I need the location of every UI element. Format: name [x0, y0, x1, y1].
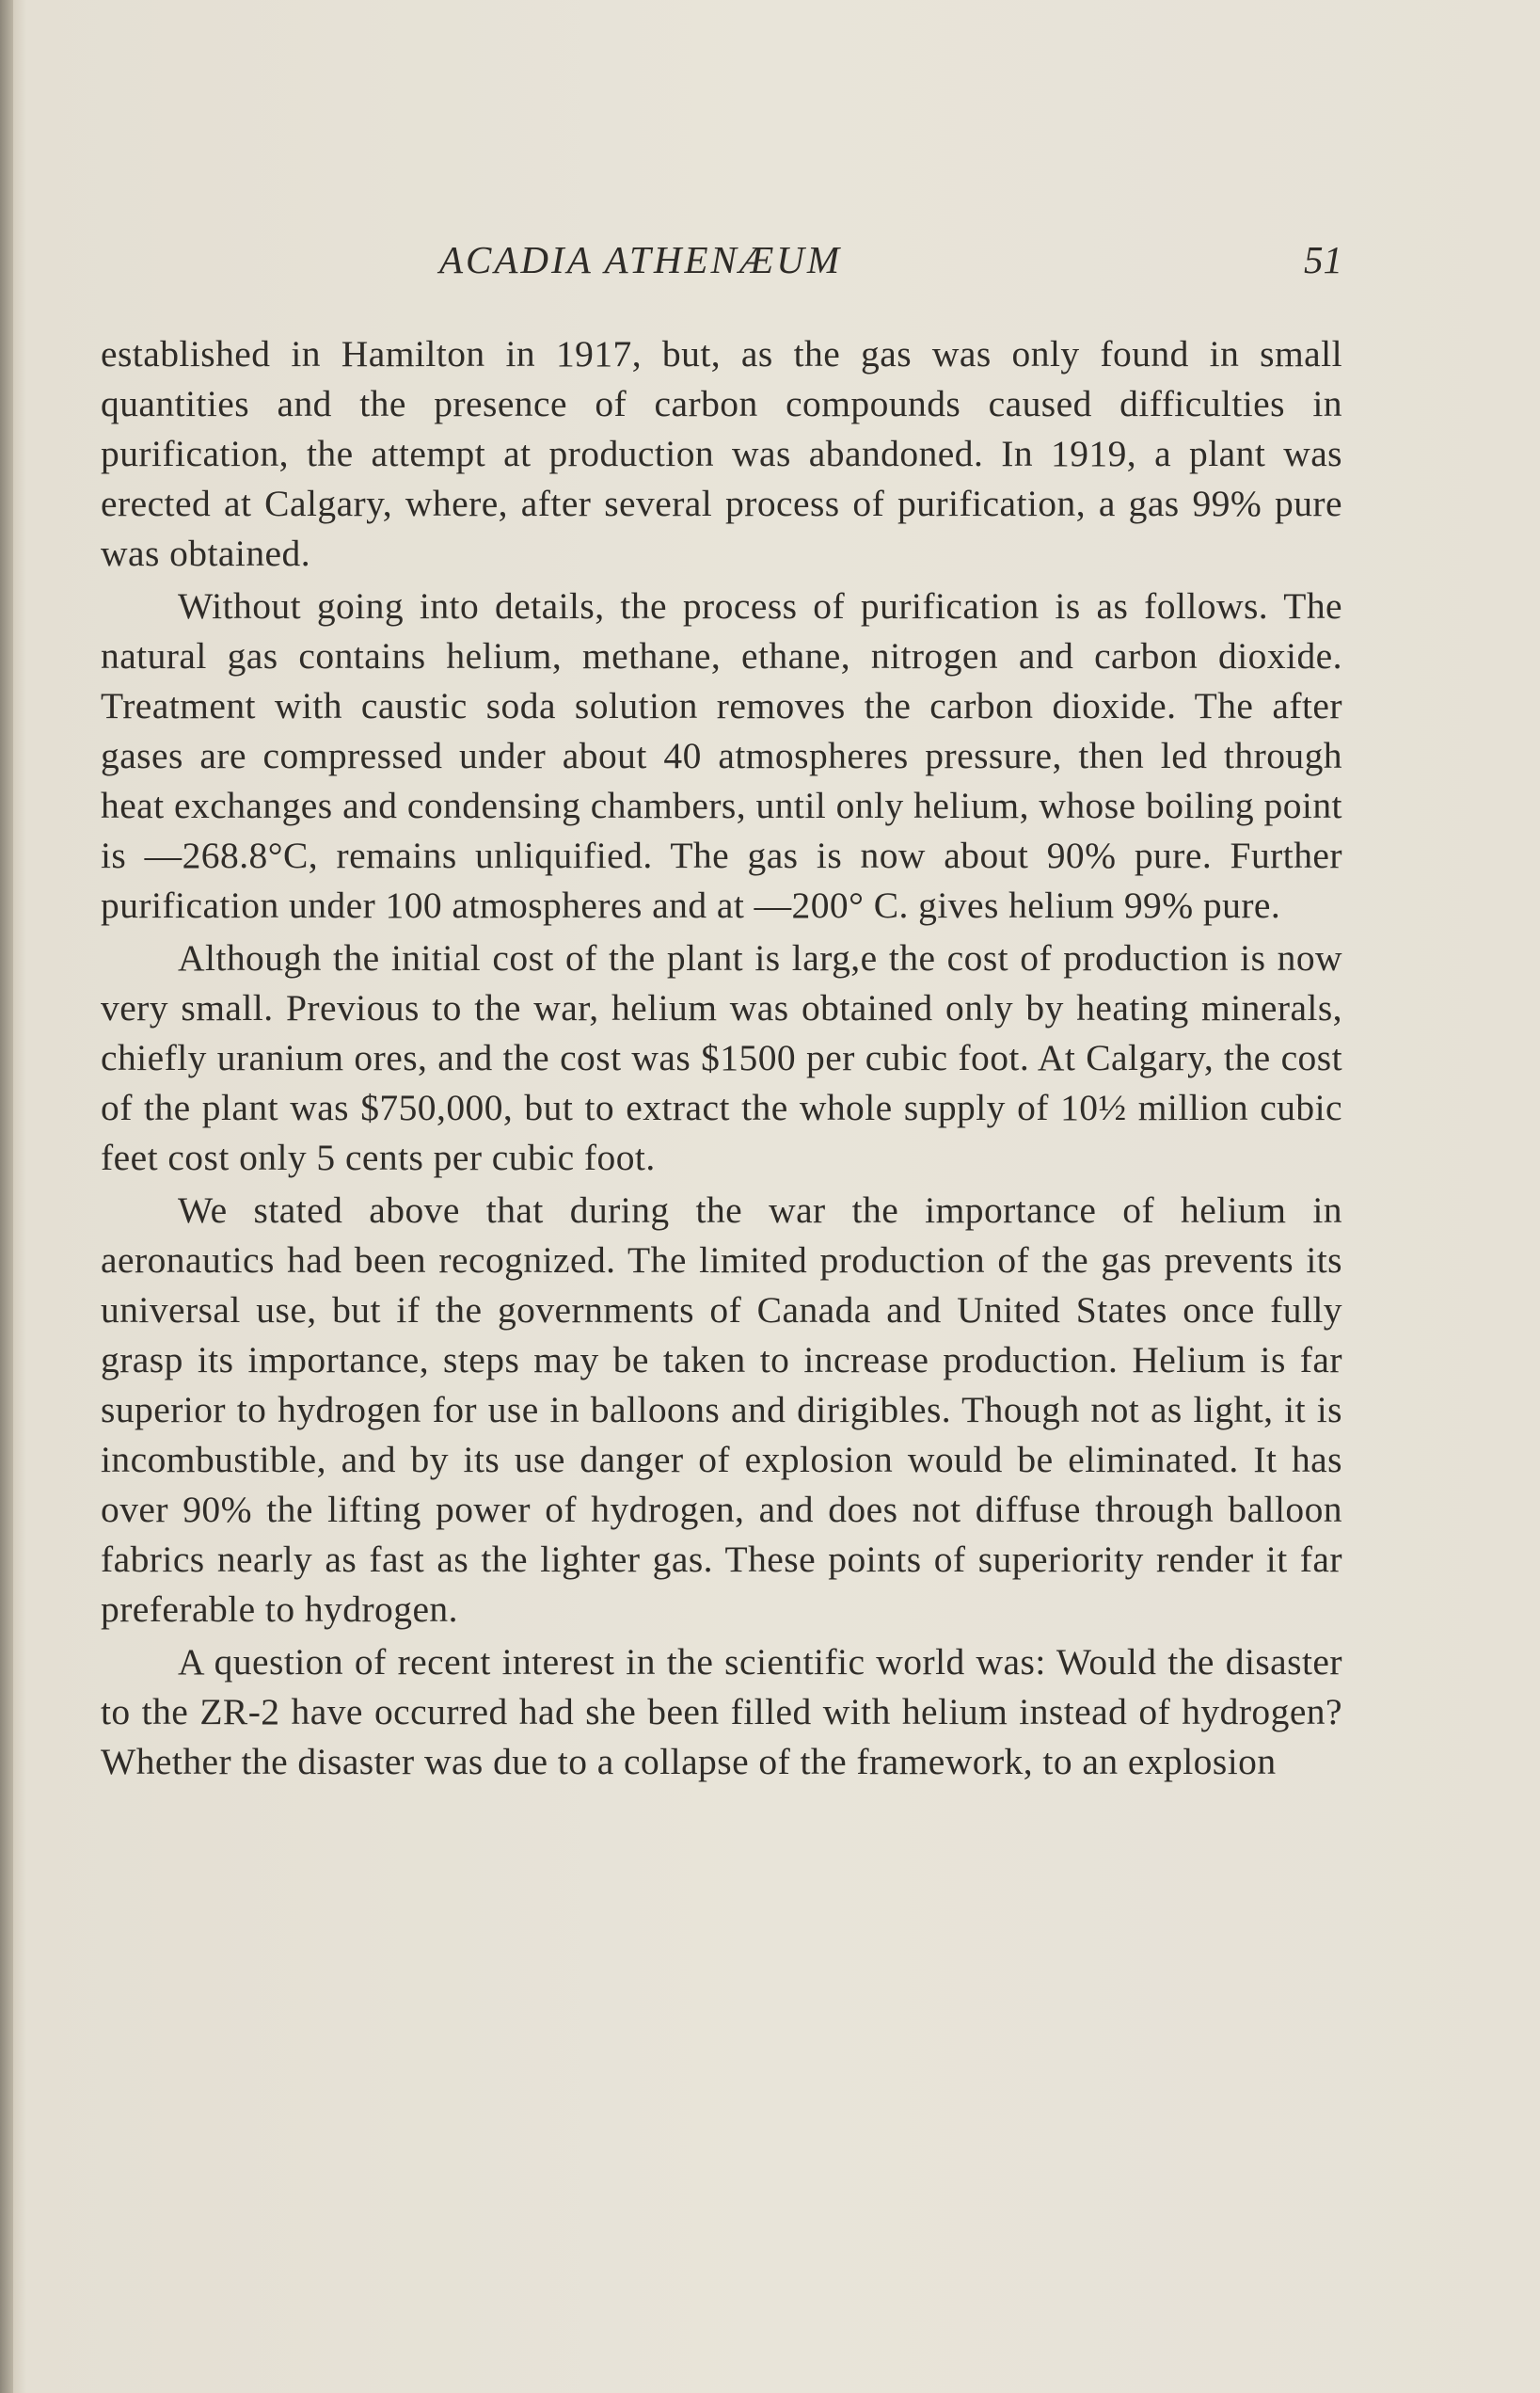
- page-header: [101, 237, 1342, 290]
- page-number: 51: [1304, 238, 1342, 281]
- running-head: ACADIA ATHENÆUM: [439, 238, 843, 281]
- paragraph-continued: established in Hamilton in 1917, but, as the gas was only found in small quantities and the presence of carbon compounds caused difficulties in purification, the attempt at production was abandoned. In 1919, a plant was erected at Calgary, where, after several process of purification, a gas 99% pure was obtained.: [101, 333, 1342, 574]
- page-binding-edge: [0, 0, 13, 2393]
- paragraph-zr2-question: A question of recent interest in the scientific world was: Would the disaster to the ZR-2 have occurred had she been filled with helium instead of hydrogen? Whether the disaster was due to a collapse of the framework, to an explosion: [101, 1641, 1342, 1782]
- paragraph-aeronautics: We stated above that during the war the importance of helium in aeronautics had been recognized. The limited production of the gas prevents its universal use, but if the governments of Canada and United States once fully grasp its importance, steps may be taken to increase production. Helium is far superior to hydrogen for use in balloons and dirigibles. Though not as light, it is incombustible, and by its use danger of explosion would be eliminated. It has over 90% the lifting power of hydrogen, and does not diffuse through balloon fabrics nearly as fast as the lighter gas. These points of superiority render it far preferable to hydrogen.: [101, 1189, 1342, 1630]
- paragraph-purification-process: Without going into details, the process of purification is as follows. The natural gas contains helium, methane, ethane, nitrogen and carbon dioxide. Treatment with caustic soda solution removes the carbon dioxide. The after gases are compressed under about 40 atmospheres pressure, then led through heat exchanges and condensing chambers, until only helium, whose boiling point is —268.8°C, remains unliquified. The gas is now about 90% pure. Further purification under 100 atmospheres and at —200° C. gives helium 99% pure.: [101, 585, 1342, 926]
- article-body: [101, 329, 1342, 1790]
- paragraph-production-cost: Although the initial cost of the plant is larg,e the cost of production is now very small. Previous to the war, helium was obtained only by heating minerals, chiefly uranium ores, and the cost was $1500 per cubic foot. At Calgary, the cost of the plant was $750,000, but to extract the whole supply of 10½ million cubic feet cost only 5 cents per cubic foot.: [101, 937, 1342, 1178]
